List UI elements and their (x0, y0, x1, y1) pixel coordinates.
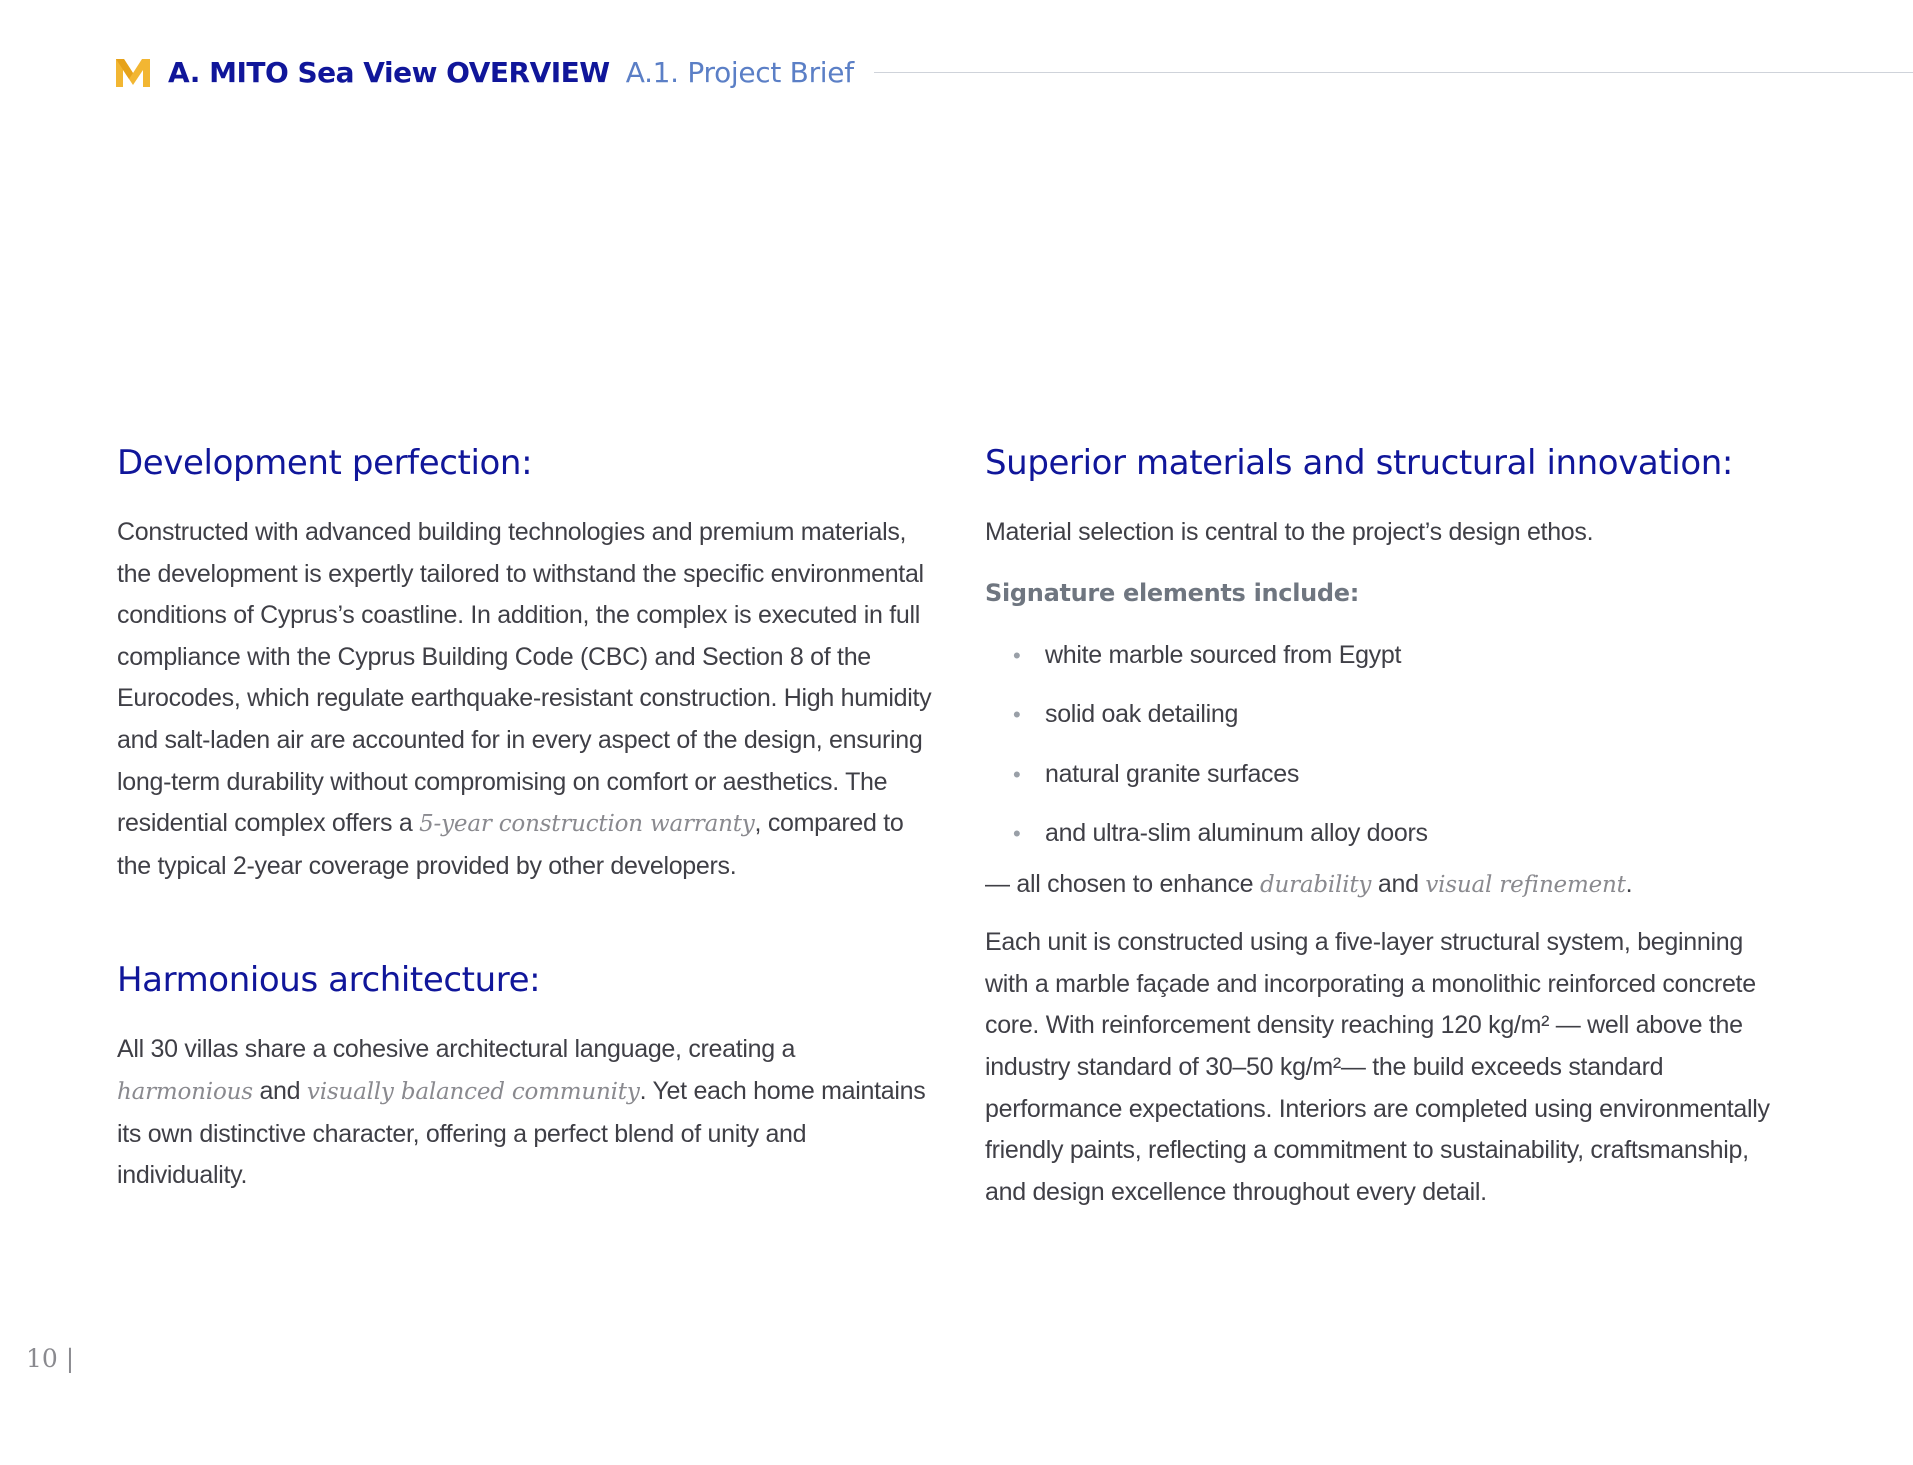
materials-summary (985, 864, 1785, 907)
community-emphasis: visually balanced community (306, 1078, 640, 1105)
right-column (985, 440, 1785, 1213)
list-item (985, 745, 1785, 805)
harmonious-emphasis: harmonious (117, 1078, 253, 1105)
summary-text-b: and (1371, 869, 1426, 898)
summary-text-a: — all chosen to enhance (985, 869, 1260, 898)
list-item (985, 685, 1785, 745)
durability-emphasis: durability (1259, 871, 1372, 898)
list-item (985, 804, 1785, 864)
structure-paragraph: Each unit is constructed using a five-layer structural system, beginning with a marble façade and incorporating a monolithic reinforced concrete core. With reinforcement density reaching 120 kg/m² — well above the industry standard of 30–50 kg/m²— the build exceeds standard performance expectations. Interiors are completed using environmentally friendly paints, reflecting a commitment to sustainability, craftsmanship, and design excellence throughout every detail. (985, 928, 1770, 1206)
page-number: 10 | (26, 1344, 75, 1373)
architecture-paragraph (117, 1029, 932, 1196)
development-paragraph (117, 512, 932, 887)
refinement-emphasis: visual refinement (1425, 871, 1626, 898)
architecture-heading: Harmonious architecture: (117, 960, 541, 1001)
bullet-icon: • (1013, 761, 1021, 787)
materials-heading: Superior materials and structural innovation: (985, 443, 1733, 483)
bullet-icon: • (1013, 702, 1021, 728)
architecture-text-b: and (252, 1076, 307, 1105)
development-text-a: Constructed with advanced building technologies and premium materials, the development is expertly tailored to withstand the specific environmental conditions of Cyprus’s coastline. In addition, the complex is executed in full compliance with the Cyprus Building Code (CBC) and Section 8 of the Eurocodes, which regulate earthquake-resistant construction. High humidity and salt-laden air are accounted for in every aspect of the design, ensuring long-term durability without compromising on comfort or aesthetics. The residential complex offers a (117, 518, 932, 838)
development-heading: Development perfection: (117, 443, 533, 483)
architecture-text-a: All 30 villas share a cohesive architectural language, creating a (117, 1035, 796, 1064)
list-item-text: solid oak detailing (1045, 700, 1239, 729)
page-header (116, 52, 1913, 92)
bullet-icon: • (1013, 821, 1021, 847)
mito-logo-icon (116, 57, 150, 87)
warranty-emphasis: 5-year construction warranty (419, 811, 755, 838)
document-title: A. MITO Sea View OVERVIEW (168, 55, 610, 89)
list-item-text: white marble sourced from Egypt (1045, 640, 1402, 669)
summary-text-c: . (1625, 869, 1633, 898)
list-item (985, 626, 1785, 686)
materials-intro: Material selection is central to the project’s design ethos. (985, 518, 1594, 546)
architecture-text-c: . Yet each home maintains its own distinctive character, offering a perfect blend of unity and individuality. (117, 1076, 926, 1190)
section-subtitle: A.1. Project Brief (625, 55, 854, 89)
signature-label: Signature elements include: (985, 578, 1360, 607)
development-text-b: , compared to the typical 2-year coverage provided by other developers. (117, 809, 904, 880)
left-column (117, 440, 932, 1197)
header-divider (874, 72, 1913, 73)
list-item-text: and ultra-slim aluminum alloy doors (1045, 819, 1428, 848)
signature-list (985, 626, 1785, 864)
bullet-icon: • (1013, 642, 1021, 668)
list-item-text: natural granite surfaces (1045, 759, 1300, 788)
